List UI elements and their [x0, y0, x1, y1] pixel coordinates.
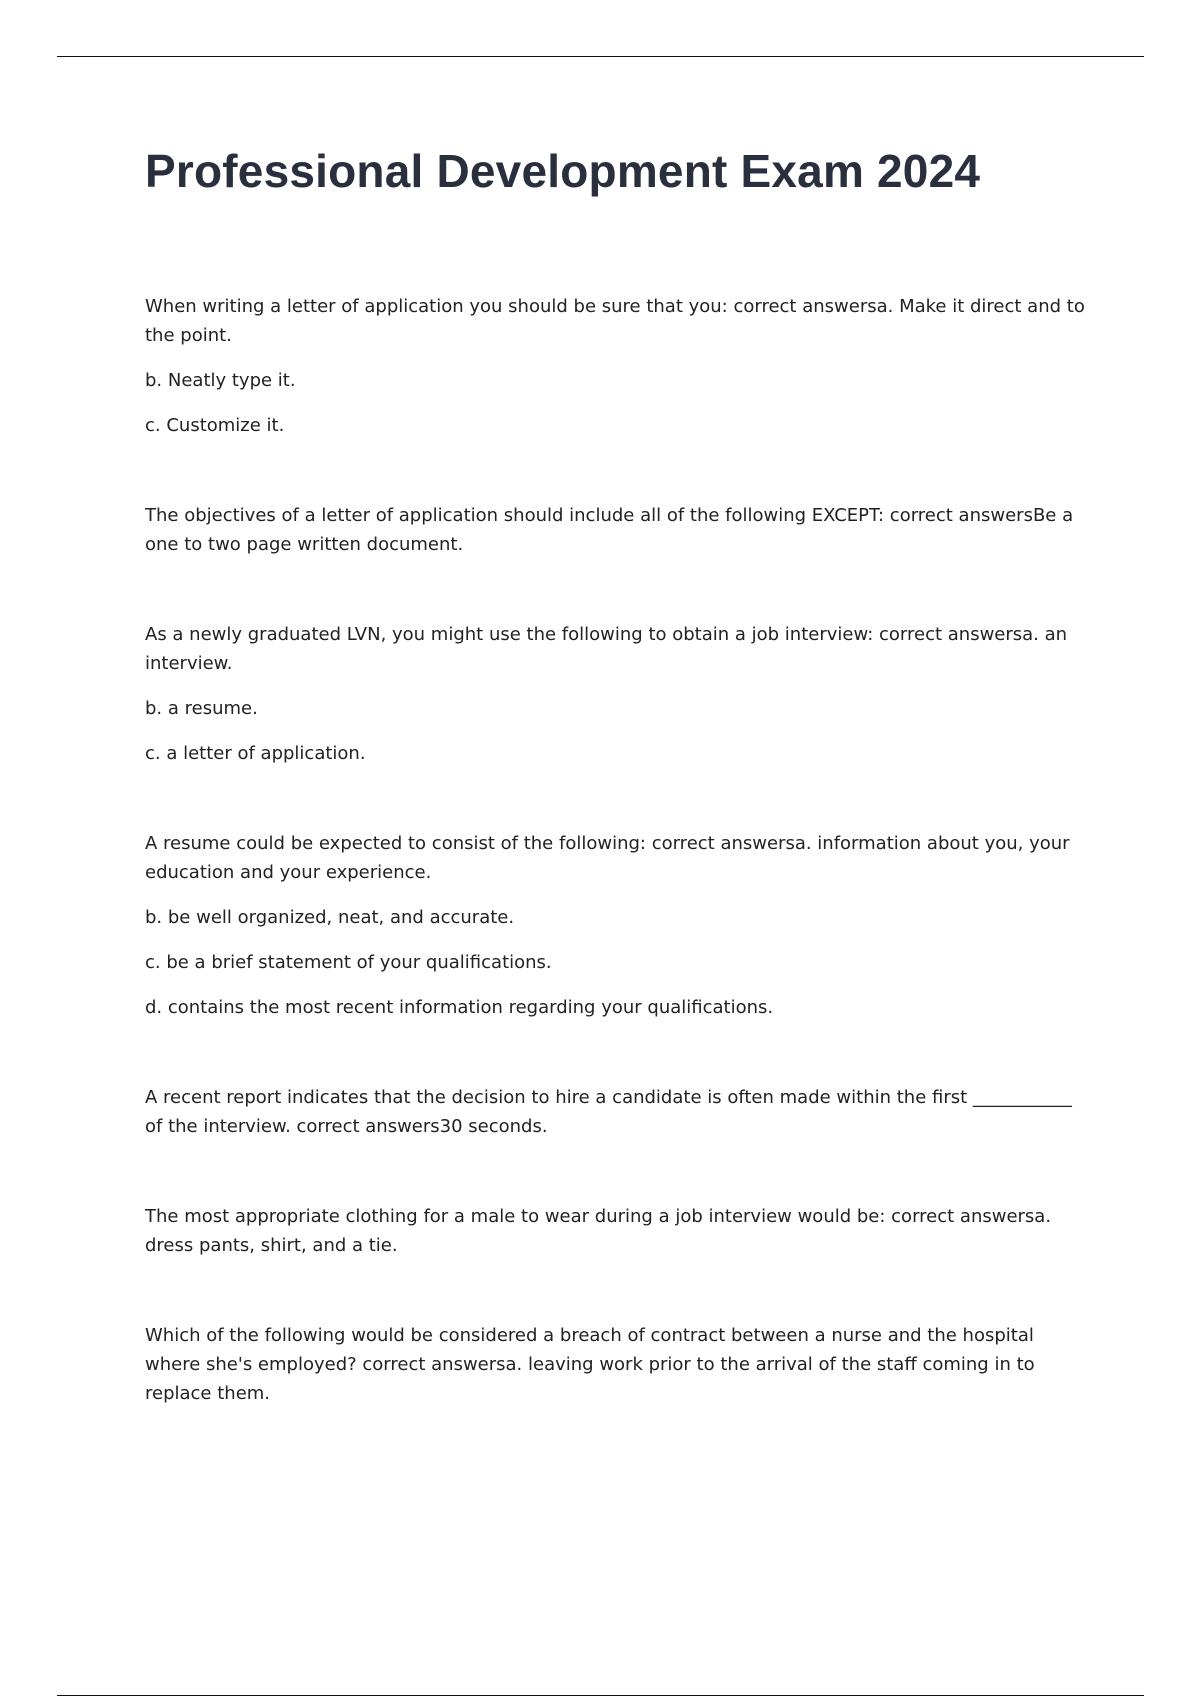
document-title: Professional Development Exam 2024	[145, 145, 981, 197]
question-block	[145, 292, 1090, 440]
answer-option: c. be a brief statement of your qualifications.	[145, 952, 552, 973]
question-block	[145, 1083, 1090, 1141]
answer-option: b. Neatly type it.	[145, 370, 296, 391]
question-block	[145, 501, 1090, 559]
question-text: The most appropriate clothing for a male to wear during a job interview would be: correct answersa. dress pants, shirt, and a tie.	[145, 1206, 1052, 1256]
question-text: As a newly graduated LVN, you might use the following to obtain a job interview: correct answersa. an interview.	[145, 624, 1068, 674]
footer-rule	[57, 1695, 1144, 1696]
question-text: A recent report indicates that the decision to hire a candidate is often made within the first ___________ of the interview. correct answers30 seconds.	[145, 1087, 1072, 1137]
question-text: When writing a letter of application you should be sure that you: correct answersa. Make it direct and to the point.	[145, 296, 1085, 346]
answer-option: d. contains the most recent information regarding your qualifications.	[145, 997, 774, 1018]
question-list	[145, 292, 1090, 1469]
question-text: The objectives of a letter of application should include all of the following EXCEPT: correct answersBe a one to two page written document.	[145, 505, 1074, 555]
question-block	[145, 829, 1090, 1022]
question-block	[145, 1321, 1090, 1408]
question-block	[145, 620, 1090, 768]
question-block	[145, 1202, 1090, 1260]
answer-option: b. be well organized, neat, and accurate.	[145, 907, 515, 928]
question-text: Which of the following would be considered a breach of contract between a nurse and the hospital where she's employed? correct answersa. leaving work prior to the arrival of the staff coming in to replace them.	[145, 1325, 1035, 1404]
answer-option: c. Customize it.	[145, 415, 285, 436]
answer-option: c. a letter of application.	[145, 743, 366, 764]
question-text: A resume could be expected to consist of the following: correct answersa. information about you, your education and your experience.	[145, 833, 1070, 883]
header-rule	[57, 56, 1144, 57]
answer-option: b. a resume.	[145, 698, 258, 719]
